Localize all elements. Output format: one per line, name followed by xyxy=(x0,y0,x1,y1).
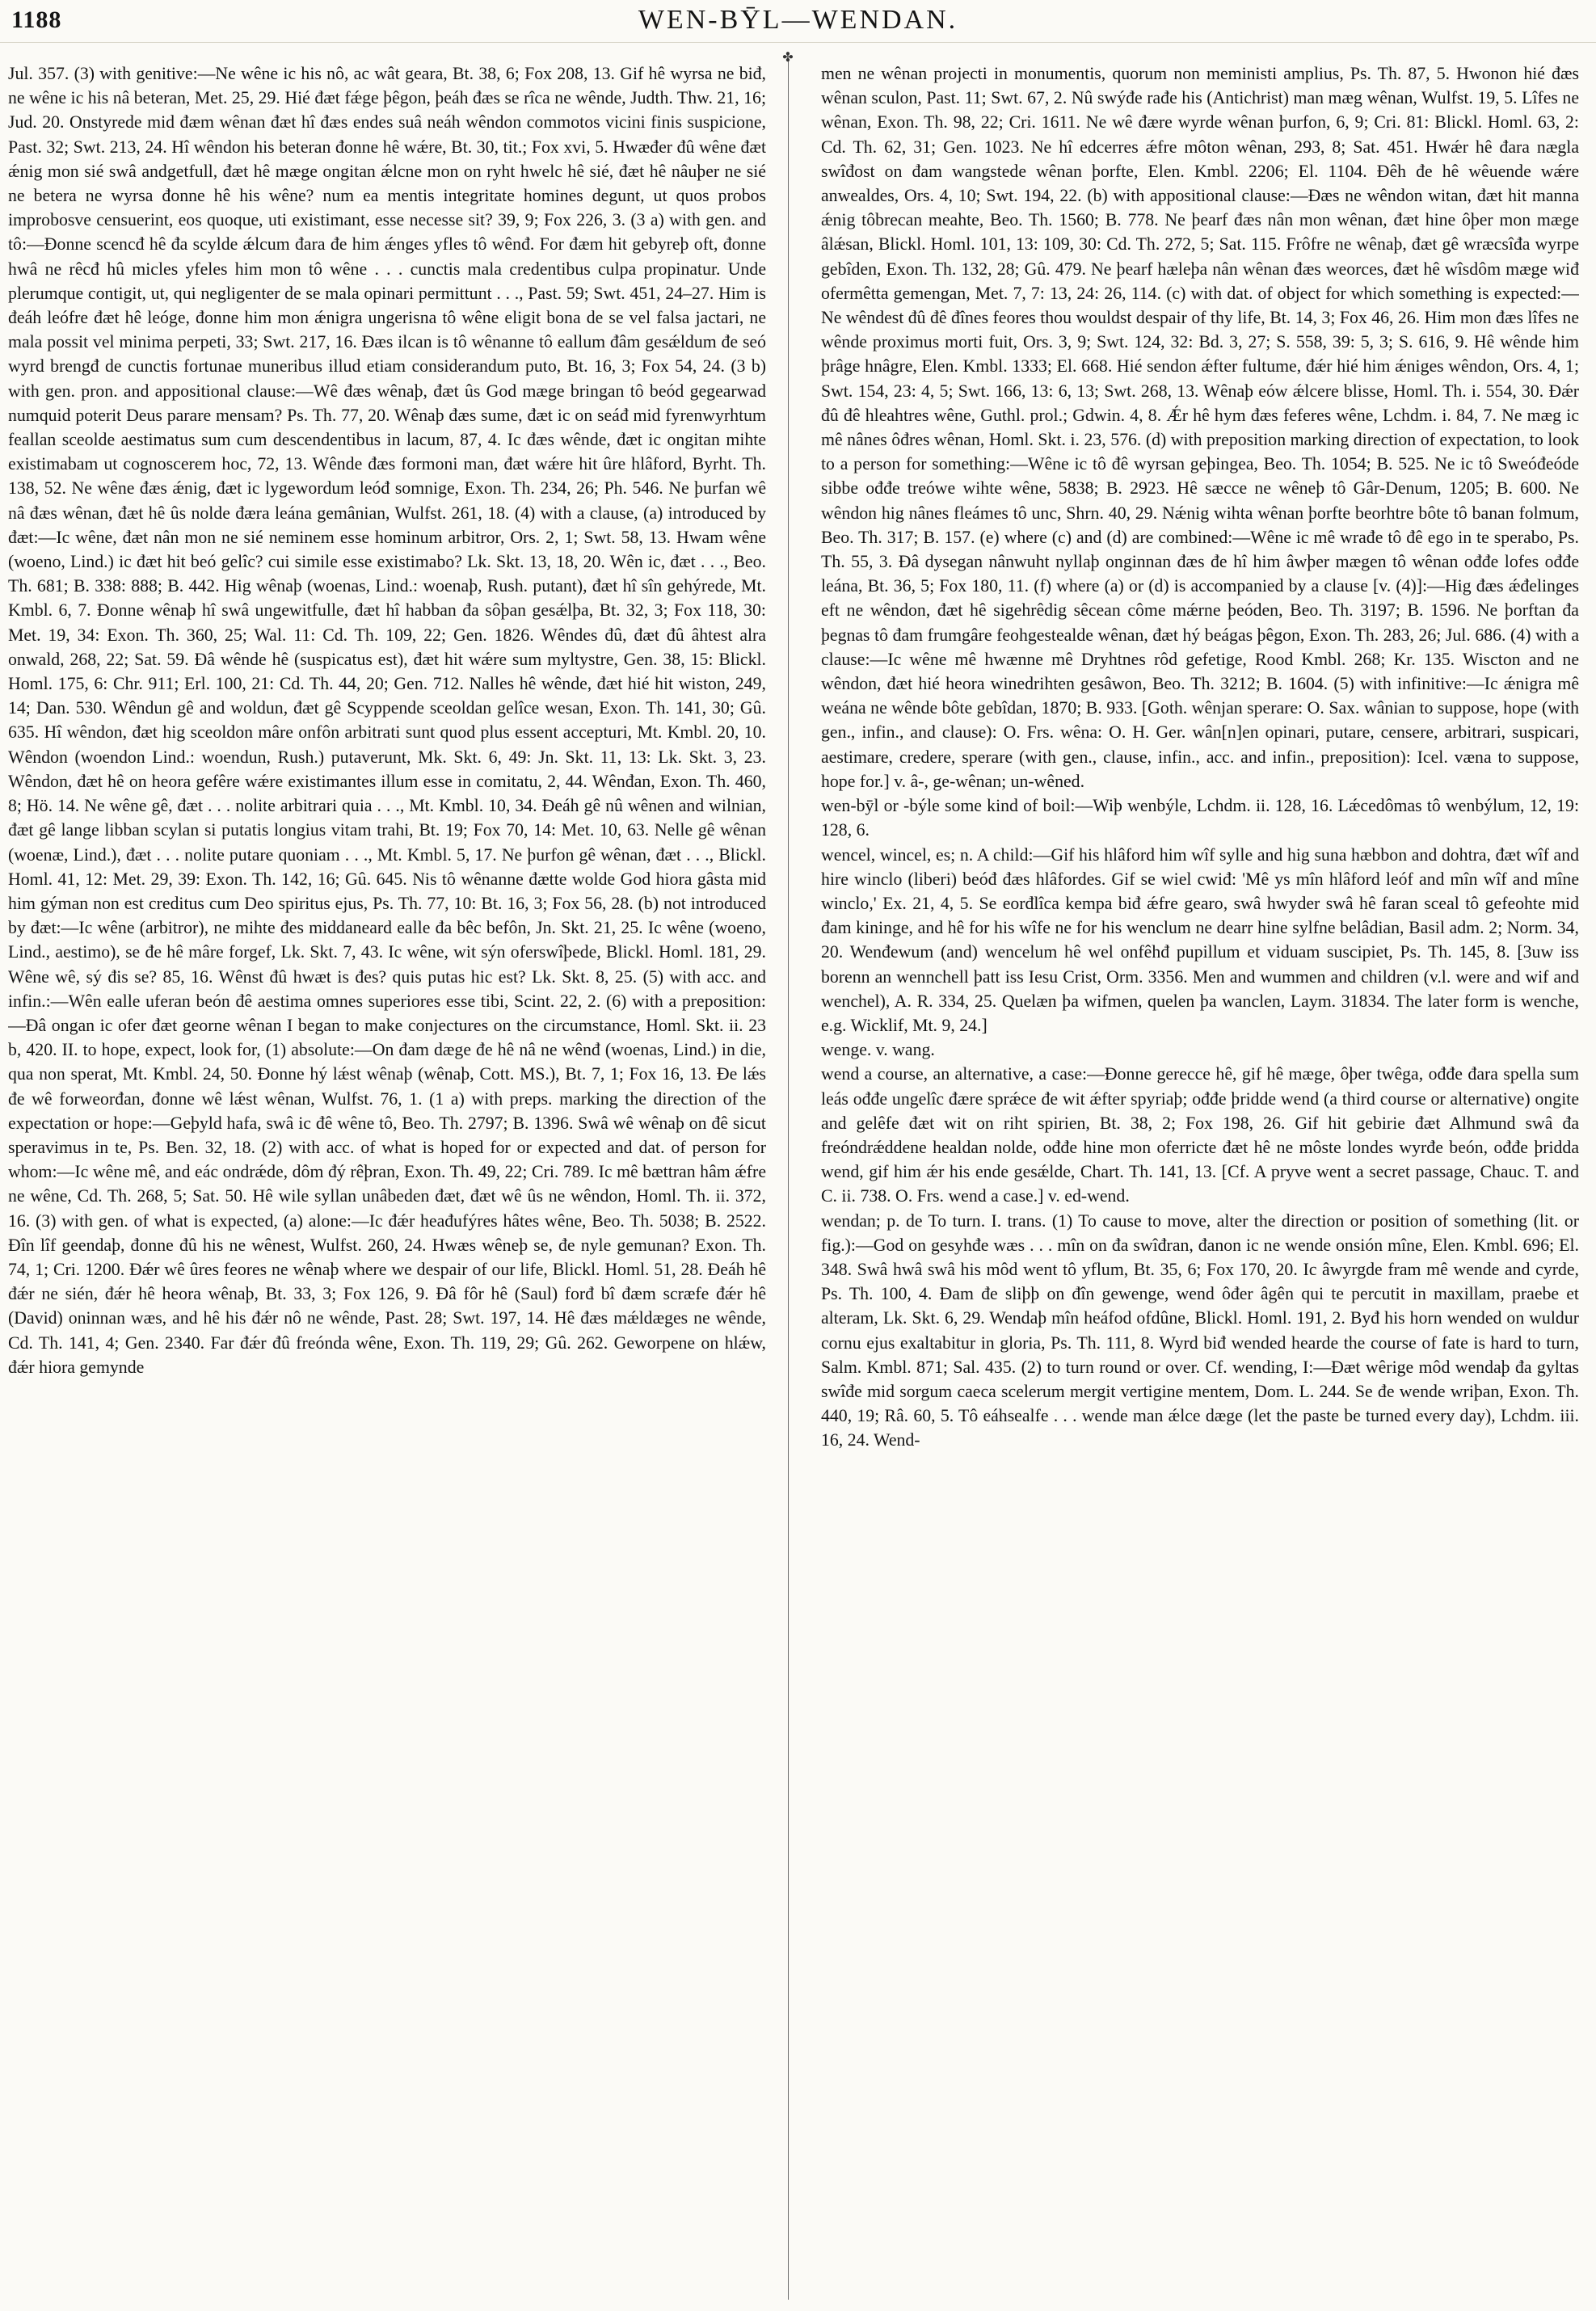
entry-wend: wend a course, an alternative, a case:—Đonne gerecce hê, gif hê mæge, ôþer twêga, ođđe đara spella sum leás ođđe ungelîc đære sprǽce đe wit ǽfter spyriaþ; ođđe þridde wend (a third course or alternative) ongite and gelêfe đæt wit on riht spirien, Bt. 38, 2; Fox 198, 26. Gif hit gebirie đæt Alhmund swâ đa freóndrǽddene healdan nolde, ođđe hine mon oferricte đæt hê ne môste londes wyrđe beón, ođđe þridda wend, gif him ǽr his ende gesǽlde, Chart. Th. 141, 13. [Cf. A pryve went a secret passage, Chauc. T. and C. ii. 738. O. Frs. wend a case.] v. ed-wend. xyxy=(821,1064,1579,1206)
entry-wencel: wencel, wincel, es; n. A child:—Gif his hlâford him wîf sylle and hig suna hæbbon and dohtra, đæt wîf and hire winclo (liberi) beóđ đæs hlâfordes. Gif se wiel cwiđ: 'Mê ys mîn hlâford leóf and mîn wîf and mîne winclo,' Ex. 21, 4, 5. Se eorđlîca kempa biđ ǽfre gearo, swâ hwyder swâ hê faran sceal tô gefeohte mid đam kininge, and hê for his wîfe ne for his wenclum ne dearr hine sylfne belâdian, Basil adm. 2; Norm. 34, 20. Wenđewum (and) wencelum hê wel onfêhđ pupillum et viduam suscipiet, Ps. Th. 145, 8. [3uw iss borenn an wennchell þatt iss Iesu Crist, Orm. 3356. Men and wummen and children (v.l. were and wif and wenchel), A. R. 334, 25. Quelæn þa wifmen, quelen þa wanclen, Laym. 31834. The later form is wenche, e.g. Wicklif, Mt. 9, 24.] xyxy=(821,844,1579,1035)
entry-paragraph: men ne wênan projecti in monumentis, quorum non meministi amplius, Ps. Th. 87, 5. Hwonon hié đæs wênan sculon, Past. 11; Swt. 67, 2. Nû swýđe rađe his (Antichrist) man mæg wênan, Wulfst. 19, 5. Lîfes ne wênan, Exon. Th. 98, 22; Cri. 1611. Ne wê đære wyrde wênan þurfon, 6, 9; Cri. 81: Blickl. Homl. 63, 2: Cd. Th. 62, 31; Gen. 1023. Ne hî edcerres ǽfre môton wênan, 293, 8; Sat. 451. Hwǽr hê đara nægla swîđost on đam wangstede wênan þorfte, Elen. Kmbl. 2206; El. 1104. Đêh đe hê wêuende wǽre anwealdes, Ors. 4, 10; Swt. 194, 22. (b) with appositional clause:—Đæs ne wêndon witan, đæt hit manna ǽnig tôbrecan meahte, Beo. Th. 1560; B. 778. Ne þearf đæs nân mon wênan, đæt hine ôþer mon mæge âlǽsan, Blickl. Homl. 101, 13: 109, 30: Cd. Th. 272, 5; Sat. 115. Frôfre ne wênaþ, đæt gê wræcsîđa wyrpe gebîden, Exon. Th. 132, 28; Gû. 479. Ne þearf hæleþa nân wênan đæs weorces, đæt hê wîsdôm mæge wiđ ofermêtta gemengan, Met. 7, 7: 13, 24: 26, 114. (c) with dat. of object for which something is expected:—Ne wêndest đû đê đînes feores thou wouldst despair of thy life, Bt. 14, 3; Fox 46, 26. Him mon đæs lîfes ne wênde proximus morti fuit, Ors. 3, 9; Swt. 124, 32: Bd. 3, 27; S. 558, 39: 5, 3; S. 616, 9. Hê wênde him þrâge hnâgre, Elen. Kmbl. 1333; El. 668. Hié sendon ǽfter fultume, đǽr hié him ǽniges wêndon, Ors. 4, 1; Swt. 154, 23: 4, 5; Swt. 166, 13: 6, 13; Swt. 268, 13. Wênaþ eów ǽlcere blisse, Homl. Th. i. 554, 30. Đǽr đû đê hleahtres wêne, Guthl. prol.; Gdwin. 4, 8. Ǽr hê hym đæs feferes wêne, Lchdm. i. 84, 7. Ne mæg ic mê nânes ôđres wênan, Homl. Skt. i. 23, 576. (d) with preposition marking direction of expectation, to look to a person for something:—Wêne ic tô đê wyrsan geþingea, Beo. Th. 1054; B. 525. Ne ic tô Sweóđeóde sibbe ođđe treówe wihte wêne, 5838; B. 2923. Hê sæcce ne wêneþ tô Gâr-Denum, 1205; B. 600. Ne wêndon hig nânes fleámes tô unc, Shrn. 40, 29. Nǽnig wihta wênan þorfte beorhtre bôte tô banan folmum, Beo. Th. 317; B. 157. (e) where (c) and (d) are combined:—Wêne ic mê wrađe tô đê ego in te sperabo, Ps. Th. 55, 3. Đâ dysegan nânwuht nyllaþ onginnan đæs đe hî him âwþer mægen tô wênan ođđe lofes ođđe leána, Bt. 36, 5; Fox 180, 11. (f) where (a) or (d) is accompanied by a clause [v. (4)]:—Hig đæs ǽđelinges eft ne wêndon, đæt hê sigehrêdig sêcean côme mǽrne þeóden, Beo. Th. 3197; B. 1596. Ne þorftan đa þegnas tô đam frumgâre feohgestealde wênan, đæt hý beágas þêgon, Exon. Th. 283, 26; Jul. 686. (4) with a clause:—Ic wêne mê hwænne mê Dryhtnes rôd gefetige, Rood Kmbl. 268; Kr. 135. Wiscton and ne wêndon, đæt hié heora winedrihten gesâwon, Beo. Th. 3212; B. 1604. (5) with infinitive:—Ic ǽnigra mê weána ne wênde bôte gebîdan, 1870; B. 933. [Goth. wênjan sperare: O. Sax. wânian to suppose, hope (with gen., infin., and clause): O. Frs. wêna: O. H. Ger. wân[n]en opinari, putare, censere, arbitrari, suspicari, aestimare, credere, sperare (with gen., clause, infin., acc. and infin., preposition): Icel. væna to suppose, hope for.] v. â-, ge-wênan; un-wêned. xyxy=(821,64,1579,791)
entry-wen-byl: wen-bȳl or -býle some kind of boil:—Wiþ wenbýle, Lchdm. ii. 128, 16. Lǽcedômas tô wenbýlum, 12, 19: 128, 6. xyxy=(821,796,1579,840)
entry-paragraph: Jul. 357. (3) with genitive:—Ne wêne ic his nô, ac wât geara, Bt. 38, 6; Fox 208, 13. Gif hê wyrsa ne biđ, ne wêne ic his nâ beteran, Met. 25, 29. Hié đæt fǽge þêgon, þeáh đæs se rîca ne wênde, Judth. Thw. 21, 16; Jud. 20. Onstyrede mid đæm wênan đæt hî đæs endes suâ neáh wêndon commotos vicini finis suspicione, Past. 32; Swt. 213, 24. Hî wêndon his beteran đonne hê wǽre, Bt. 30, tit.; Fox xvi, 5. Hwæđer đû wêne đæt ǽnig mon sié swâ andgetfull, đæt hê mæge ongitan ǽlcne mon on ryht hwelc hê sié, đæt hê nâuþer ne sié ne betera ne wyrsa đonne hê his wêne? num ea mentis integritate homines degunt, ut quos probos improbosve censuerint, eos quoque, uti existimant, esse necesse sit? 39, 9; Fox 226, 3. (3 a) with gen. and tô:—Đonne scencđ hê đa scylde ǽlcum đara đe him ǽnges yfles tô wênđ. For đæm hit gebyreþ oft, đonne hwâ ne rêcđ hû micles yfeles him mon tô wêne . . . cunctis mala credentibus culpa propinatur. Unde plerumque contigit, ut, qui negligenter de se mala opinari permittunt . . ., Past. 59; Swt. 451, 24–27. Him is đeáh leófre đæt hê leóge, đonne him mon ǽnigra ungerisna tô wêne eligit bona de se vel falsa jactari, ne mala possit vel minima perpeti, 33; Swt. 217, 16. Đæs ilcan is tô wênanne tô eallum đâm gesǽldum đe seó wyrd brengđ de cunctis fortunae muneribus illud etiam considerandum puto, Bt. 16, 3; Fox 54, 24. (3 b) with gen. pron. and appositional clause:—Wê đæs wênaþ, đæt ûs God mæge bringan tô beód gegearwad numquid poterit Deus parare mensam? Ps. Th. 77, 20. Wênaþ đæs sume, đæt ic on seáđ mid fyrenwyrhtum feallan sceolde aestimatus sum cum descendentibus in lacum, 87, 4. Ic đæs wênde, đæt ic ongitan mihte existimabam ut cognoscerem hoc, 72, 13. Wênde đæs formoni man, đæt wǽre hit ûre hlâford, Byrht. Th. 138, 52. Ne wêne đæs ǽnig, đæt ic lygewordum leóđ somnige, Exon. Th. 234, 26; Ph. 546. Ne þurfan wê nâ đæs wênan, đæt hê ûs nolde đæra leána gemânian, Wulfst. 261, 18. (4) with a clause, (a) introduced by đæt:—Ic wêne, đæt nân mon ne sié neminem esse hominum arbitror, Ors. 2, 1; Swt. 58, 13. Hwam wêne (woeno, Lind.) ic đæt hit beó gelîc? cui simile esse existimabo? Lk. Skt. 13, 18, 20. Wên ic, đæt . . ., Beo. Th. 681; B. 338: 888; B. 442. Hig wênaþ (woenas, Lind.: woenaþ, Rush. putant), đæt hî sîn gehýrede, Mt. Kmbl. 6, 7. Đonne wênaþ hî swâ ungewitfulle, đæt hî habban đa sôþan gesǽlþa, Bt. 32, 3; Fox 118, 30: Met. 19, 34: Exon. Th. 360, 25; Wal. 11: Cd. Th. 109, 22; Gen. 1826. Wêndes đû, đæt đû âhtest alra onwald, 268, 22; Sat. 59. Đâ wênde hê (suspicatus est), đæt hit wǽre sum myltystre, Gen. 38, 15: Blickl. Homl. 175, 6: Chr. 911; Erl. 100, 21: Cd. Th. 44, 20; Gen. 712. Nalles hê wênde, đæt hié hit wiston, 249, 14; Dan. 530. Wêndun gê and woldun, đæt gê Scyppende sceoldan gelîce wesan, Exon. Th. 141, 30; Gû. 635. Hî wêndon, đæt hig sceoldon mâre onfôn arbitrati sunt quod plus essent accepturi, Mt. Kmbl. 20, 10. Wêndon (woendon Lind.: woendun, Rush.) putaverunt, Mk. Skt. 6, 49: Jn. Skt. 11, 13: Lk. Skt. 3, 23. Wêndon, đæt hê on heora gefêre wǽre existimantes illum esse in comitatu, 2, 44. Wênđan, Exon. Th. 460, 8; Hö. 14. Ne wêne gê, đæt . . . nolite arbitrari quia . . ., Mt. Kmbl. 10, 34. Đeáh gê nû wênen and wilnian, đæt gê lange libban scylan si putatis longius vitam trahi, Bt. 19; Fox 70, 14: Met. 10, 63. Nelle gê wênan (woenæ, Lind.), đæt . . . nolite putare quoniam . . ., Mt. Kmbl. 5, 17. Ne þurfon gê wênan, đæt . . ., Blickl. Homl. 41, 12: Met. 29, 39: Exon. Th. 142, 16; Gû. 645. Nis tô wênanne đætte wolde God hiora gâsta mid him gýman non est creditus cum Deo spiritus ejus, Ps. Th. 77, 10: Bt. 16, 3; Fox 56, 28. (b) not introduced by đæt:—Ic wêne (arbitror), ne mihte đes middaneard ealle đa bêc befôn, Jn. Skt. 21, 25. Ic wêne (woeno, Lind., aestimo), se đe hê mâre forgef, Lk. Skt. 7, 43. Ic wêne, wit sýn oferswîþede, Blickl. Homl. 181, 29. Wêne wê, sý đis se? 85, 16. Wênst đû hwæt is đes? quis putas hic est? Lk. Skt. 8, 25. (5) with acc. and infin.:—Wên ealle uferan beón đê aestima omnes superiores esse tibi, Scint. 22, 2. (6) with a preposition:—Đâ ongan ic ofer đæt georne wênan I began to make conjectures on the circumstance, Homl. Skt. ii. 23 b, 420. II. to hope, expect, look for, (1) absolute:—On đam dæge đe hê nâ ne wênđ (woenas, Lind.) in die, qua non sperat, Mt. Kmbl. 24, 50. Đonne hý lǽst wênaþ (wênaþ, Cott. MS.), Bt. 7, 1; Fox 16, 13. Đe lǽs đe wê forweorđan, đonne wê lǽst wênan, Wulfst. 76, 1. (1 a) with preps. marking the direction of the expectation or hope:—Geþyld hafa, swâ ic đê wêne tô, Beo. Th. 2797; B. 1396. Swâ wê wênaþ on đê sicut speravimus in te, Ps. Ben. 32, 18. (2) with acc. of what is hoped for or expected and dat. of person for whom:—Ic wêne mê, and eác ondrǽde, dôm đý rêþran, Exon. Th. 49, 22; Cri. 789. Ic mê bættran hâm ǽfre ne wêne, Cd. Th. 268, 5; Sat. 50. Hê wile syllan unâbeden đæt, đæt wê ûs ne wêndon, Homl. Th. ii. 372, 16. (3) with gen. of what is expected, (a) alone:—Ic đǽr heađufýres hâtes wêne, Beo. Th. 5038; B. 2522. Đîn lîf geendaþ, đonne đû his ne wênest, Wulfst. 260, 24. Hwæs wêneþ se, đe nyle gemunan? Exon. Th. 74, 1; Cri. 1200. Đǽr wê ûres feores ne wênaþ where we despair of our life, Blickl. Homl. 51, 28. Đeáh hê đǽr ne sién, đǽr hê heora wênaþ, Bt. 33, 3; Fox 126, 9. Đâ fôr hê (Saul) forđ bî đæm scræfe đǽr hê (David) oninnan wæs, and hê his đǽr nô ne wênde, Past. 28; Swt. 197, 14. Hê đæs mǽldæges ne wênde, Cd. Th. 141, 4; Gen. 2340. Far đǽr đû freónda wêne, Exon. Th. 119, 29; Gû. 262. Geworpene on hlǽw, đǽr hiora gemynde xyxy=(8,64,766,1377)
page-number: 1188 xyxy=(11,6,62,33)
entry-wendan: wendan; p. de To turn. I. trans. (1) To cause to move, alter the direction or position of something (lit. or fig.):—God on gesyhđe wæs . . . mîn on đa swîđran, đanon ic ne wende onsión mîne, Elen. Kmbl. 696; El. 348. Swâ hwâ swâ his môd went tô yflum, Bt. 35, 6; Fox 170, 20. Ic âwyrgde fram mê wende and cyrde, Ps. Th. 100, 4. Đam đe sliþþ on đîn gewenge, wend ôđer âgên qui te percutit in maxillam, praebe et alteram, Lk. Skt. 6, 29. Wendaþ mîn heáfod ofdûne, Blickl. Homl. 191, 2. Byđ his horn wended on wuldur cornu ejus exaltabitur in gloria, Ps. Th. 111, 8. Wyrd biđ wended hearde the course of fate is hard to turn, Salm. Kmbl. 871; Sal. 435. (2) to turn round or over. Cf. wending, I:—Đæt wêrige môd wendaþ đa gyltas swîđe mid sorgum caeca scelerum mergit vertigine mentem, Dom. L. 244. Se đe wende wriþan, Exon. Th. 440, 19; Râ. 60, 5. Tô eáhsealfe . . . wende man ǽlce dæge (let the paste be turned every day), Lchdm. iii. 16, 24. Wend- xyxy=(821,1210,1579,1450)
left-column xyxy=(8,61,766,2292)
page-header xyxy=(0,0,1596,43)
running-head: WEN-BȲL—WENDAN. xyxy=(638,5,958,35)
right-column xyxy=(821,61,1579,2292)
entry-wenge: wenge. v. wang. xyxy=(821,1040,935,1060)
divider-ornament-icon: ✤ xyxy=(782,49,794,65)
column-divider xyxy=(788,58,789,2300)
